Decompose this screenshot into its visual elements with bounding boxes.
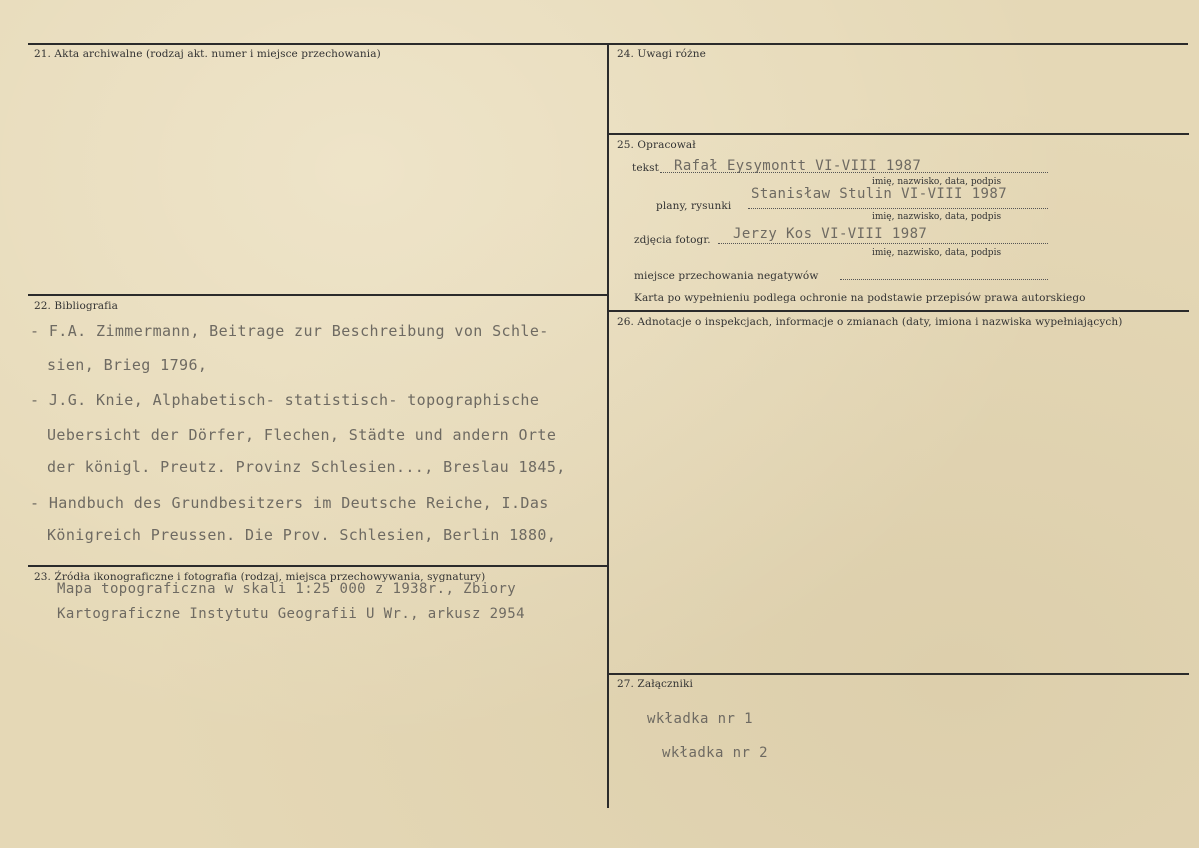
divider-24-25 [608,133,1189,135]
zdjecia-value: Jerzy Kos VI-VIII 1987 [733,226,928,242]
divider-21-22 [28,294,608,296]
zdjecia-line [718,243,1048,244]
iconography-line-1: Mapa topograficzna w skali 1:25 000 z 1938r., Zbiory [57,581,517,597]
center-divider [607,43,609,808]
divider-22-23 [28,565,608,567]
bibliography-line-1: - F.A. Zimmermann, Beitrage zur Beschreibung von Schle- [30,322,549,340]
bibliography-line-7: Königreich Preussen. Die Prov. Schlesien, Berlin 1880, [47,526,557,544]
tekst-caption: imię, nazwisko, data, podpis [872,177,1002,187]
section-27-label: 27. Załączniki [617,678,693,690]
tekst-line [660,172,1048,173]
section-25-label: 25. Opracował [617,139,696,151]
section-23-label: 23. Źródła ikonograficzne i fotografia (rodzaj, miejsca przechowywania, sygnatury) [34,571,486,583]
section-24-label: 24. Uwagi różne [617,48,706,60]
tekst-label: tekst [632,162,659,174]
plany-value: Stanisław Stulin VI-VIII 1987 [751,186,1008,202]
negatywy-line [840,279,1048,280]
zdjecia-caption: imię, nazwisko, data, podpis [872,248,1002,258]
plany-line [748,208,1048,209]
divider-26-27 [608,673,1189,675]
copyright-notice: Karta po wypełnieniu podlega ochronie na podstawie przepisów prawa autorskiego [634,292,1086,304]
section-26-label: 26. Adnotacje o inspekcjach, informacje o zmianach (daty, imiona i nazwiska wypełniających) [617,316,1123,328]
section-22-label: 22. Bibliografia [34,300,118,312]
attachment-item-1: wkładka nr 1 [647,711,753,727]
section-21-label: 21. Akta archiwalne (rodzaj akt. numer i miejsce przechowania) [34,48,381,60]
tekst-value: Rafał Eysymontt VI-VIII 1987 [674,158,922,174]
divider-25-26 [608,310,1189,312]
plany-label: plany, rysunki [656,200,732,212]
attachment-item-2: wkładka nr 2 [662,745,768,761]
bibliography-line-5: der königl. Preutz. Provinz Schlesien..., Breslau 1845, [47,458,566,476]
bibliography-line-6: - Handbuch des Grundbesitzers im Deutsche Reiche, I.Das [30,494,549,512]
iconography-line-2: Kartograficzne Instytutu Geografii U Wr., arkusz 2954 [57,606,525,622]
bibliography-line-3: - J.G. Knie, Alphabetisch- statistisch- topographische [30,391,540,409]
plany-caption: imię, nazwisko, data, podpis [872,212,1002,222]
zdjecia-label: zdjęcia fotogr. [634,234,711,246]
bibliography-line-4: Uebersicht der Dörfer, Flechen, Städte und andern Orte [47,426,557,444]
negatywy-label: miejsce przechowania negatywów [634,270,819,282]
bibliography-line-2: sien, Brieg 1796, [47,356,208,374]
